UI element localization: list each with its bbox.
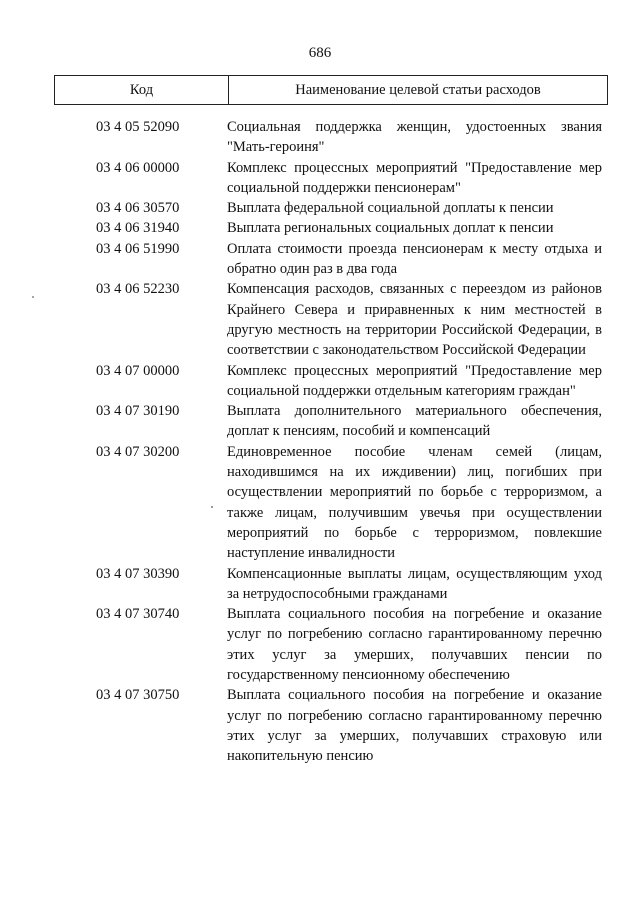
expense-items-list <box>0 117 640 767</box>
row-code: 03 4 06 31940 <box>96 220 180 237</box>
row-name: Оплата стоимости проезда пенсионерам к месту отдыха и обратно один раз в два года <box>227 240 602 278</box>
row-name: Компенсация расходов, связанных с переездом из районов Крайнего Севера и приравненных к ним местностей в другую местность на территории Российской Федерации, в соответствии с законодательством Российской Федерации <box>227 281 602 359</box>
row-name: Комплекс процессных мероприятий "Предоставление мер социальной поддержки пенсионерам" <box>227 159 602 196</box>
row-name: Выплата региональных социальных доплат к пенсии <box>227 220 554 237</box>
table-row <box>0 564 640 605</box>
table-row <box>0 361 640 402</box>
row-code: 03 4 06 51990 <box>96 240 180 257</box>
row-name: Выплата дополнительного материального обеспечения, доплат к пенсиям, пособий и компенсаций <box>227 403 602 440</box>
row-name: Выплата федеральной социальной доплаты к пенсии <box>227 200 554 217</box>
row-name: Компенсационные выплаты лицам, осуществляющим уход за нетрудоспособными гражданами <box>227 565 602 602</box>
header-name-column: Наименование целевой статьи расходов <box>295 82 541 98</box>
table-row <box>0 279 640 360</box>
table-row <box>0 442 640 564</box>
page-number: 686 <box>308 45 332 61</box>
scan-speck <box>211 506 213 508</box>
row-name: Выплата социального пособия на погребение и оказание услуг по погребению согласно гарантированному перечню этих услуг за умерших, получавших страховую или накопительную пенсию <box>227 687 602 765</box>
row-code: 03 4 07 30750 <box>96 687 180 704</box>
table-row <box>0 218 640 238</box>
row-name: Выплата социального пособия на погребение и оказание услуг по погребению согласно гарантированному перечню этих услуг за умерших, получавших пенсии по государственному пенсионному обеспечению <box>227 606 602 684</box>
table-row <box>0 239 640 280</box>
row-code: 03 4 07 30200 <box>96 443 180 460</box>
table-row <box>0 685 640 766</box>
table-header <box>54 75 608 105</box>
table-row <box>0 117 640 158</box>
row-code: 03 4 07 30740 <box>96 606 180 623</box>
table-row <box>0 158 640 199</box>
table-row <box>0 604 640 685</box>
scan-speck <box>32 296 34 298</box>
row-name: Социальная поддержка женщин, удостоенных звания "Мать-героиня" <box>227 119 602 156</box>
row-code: 03 4 05 52090 <box>96 119 180 135</box>
header-code-column: Код <box>55 76 229 104</box>
row-code: 03 4 06 52230 <box>96 281 180 298</box>
row-name: Единовременное пособие членам семей (лицам, находившимся на их иждивении) лиц, погибших при осуществлении мероприятий по борьбе с терроризмом, а также лицам, получившим увечья при осуществлении мероприятий по борьбе с терроризмом, повлекшие наступление инвалидности <box>227 443 602 562</box>
row-code: 03 4 07 00000 <box>96 362 180 379</box>
row-code: 03 4 06 00000 <box>96 159 180 176</box>
table-row <box>0 198 640 218</box>
row-code: 03 4 07 30190 <box>96 403 180 420</box>
row-code: 03 4 07 30390 <box>96 565 180 582</box>
table-row <box>0 401 640 442</box>
row-name: Комплекс процессных мероприятий "Предоставление мер социальной поддержки отдельным категориям граждан" <box>227 362 602 399</box>
row-code: 03 4 06 30570 <box>96 200 180 217</box>
